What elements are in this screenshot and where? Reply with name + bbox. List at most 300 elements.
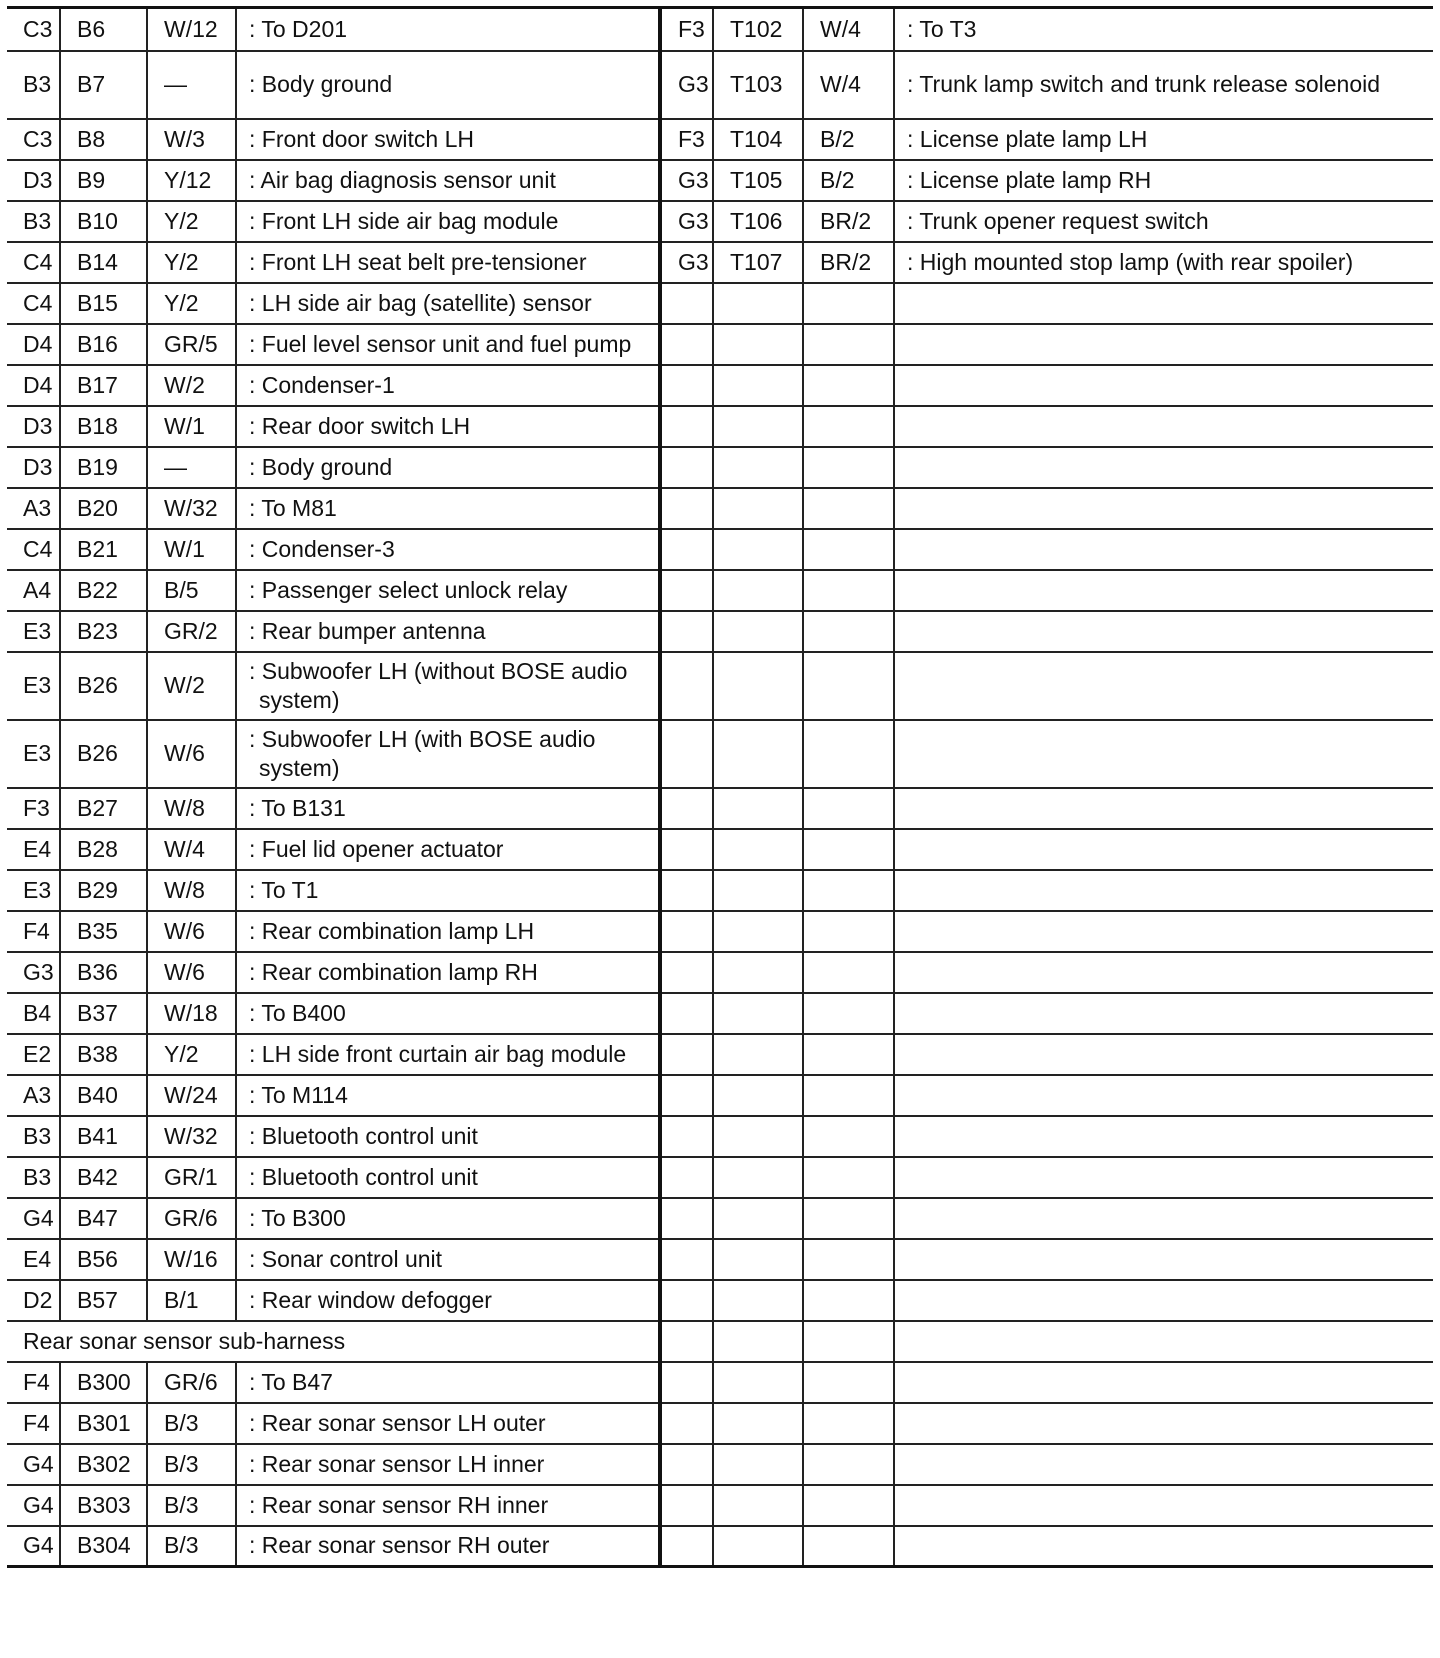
empty-cell	[660, 1198, 713, 1239]
empty-cell	[660, 488, 713, 529]
table-row	[7, 1280, 1433, 1321]
left-connector-number-cell	[60, 365, 147, 406]
left-desc-text: : Passenger select unlock relay	[249, 576, 568, 603]
left-description-cell	[236, 952, 660, 993]
left-description-cell	[236, 1239, 660, 1280]
left-wire-color-cell	[147, 406, 236, 447]
empty-cell	[713, 1075, 803, 1116]
left-description-cell	[236, 993, 660, 1034]
left-connector-number-cell	[60, 1444, 147, 1485]
left-wire-color-cell	[147, 1362, 236, 1403]
empty-cell	[713, 1444, 803, 1485]
table-row	[7, 1075, 1433, 1116]
left-color-text: W/24	[164, 1081, 218, 1108]
empty-cell	[894, 1198, 1433, 1239]
left-color-text: B/3	[164, 1532, 199, 1559]
left-grid-ref-cell	[7, 201, 60, 242]
left-description-cell	[236, 1526, 660, 1567]
empty-cell	[894, 1444, 1433, 1485]
right-grid-text: G3	[678, 248, 709, 275]
left-grid-text: G4	[23, 1491, 54, 1518]
empty-cell	[713, 652, 803, 720]
left-desc-text: : Sonar control unit	[249, 1245, 443, 1272]
empty-cell	[660, 911, 713, 952]
left-conn-text: B6	[77, 15, 106, 42]
left-description-cell	[236, 324, 660, 365]
right-conn-text: T103	[730, 71, 783, 97]
empty-cell	[713, 529, 803, 570]
table-row	[7, 1116, 1433, 1157]
left-wire-color-cell	[147, 201, 236, 242]
table-row	[7, 242, 1433, 283]
left-grid-text: D2	[23, 1286, 53, 1313]
left-description-cell	[236, 160, 660, 201]
left-wire-color-cell	[147, 829, 236, 870]
empty-cell	[803, 1034, 894, 1075]
left-conn-text: B57	[77, 1286, 118, 1313]
right-description-cell	[894, 119, 1433, 160]
left-desc-text: : Air bag diagnosis sensor unit	[249, 166, 556, 193]
left-grid-text: G4	[23, 1532, 54, 1559]
left-connector-number-cell	[60, 51, 147, 119]
right-connector-number-cell	[713, 119, 803, 160]
left-grid-ref-cell	[7, 952, 60, 993]
left-grid-ref-cell	[7, 1075, 60, 1116]
left-color-text: GR/1	[164, 1163, 218, 1190]
left-description-cell	[236, 870, 660, 911]
left-desc-text: : Bluetooth control unit	[249, 1163, 478, 1190]
empty-cell	[713, 911, 803, 952]
empty-cell	[803, 993, 894, 1034]
left-connector-number-cell	[60, 406, 147, 447]
left-connector-number-cell	[60, 201, 147, 242]
left-desc-text: : Front LH side air bag module	[249, 207, 559, 234]
empty-cell	[803, 829, 894, 870]
left-color-text: Y/2	[164, 289, 199, 316]
left-conn-text: B22	[77, 576, 118, 603]
left-wire-color-cell	[147, 1034, 236, 1075]
left-grid-text: B4	[23, 999, 52, 1026]
section-title: Rear sonar sensor sub-harness	[7, 1321, 660, 1362]
table-row	[7, 1485, 1433, 1526]
left-conn-text: B19	[77, 453, 118, 480]
left-desc-text: : Condenser-3	[249, 535, 395, 562]
table-row	[7, 788, 1433, 829]
left-connector-number-cell	[60, 283, 147, 324]
left-grid-ref-cell	[7, 1116, 60, 1157]
left-grid-ref-cell	[7, 1526, 60, 1567]
left-conn-text: B15	[77, 289, 118, 316]
left-wire-color-cell	[147, 1075, 236, 1116]
empty-cell	[894, 1075, 1433, 1116]
left-description-cell	[236, 1075, 660, 1116]
empty-cell	[894, 488, 1433, 529]
table-row	[7, 365, 1433, 406]
empty-cell	[803, 1362, 894, 1403]
table-row	[7, 119, 1433, 160]
empty-cell	[894, 652, 1433, 720]
left-wire-color-cell	[147, 652, 236, 720]
left-grid-text: F4	[23, 917, 50, 944]
empty-cell	[803, 1198, 894, 1239]
left-description-cell	[236, 1280, 660, 1321]
table-row	[7, 529, 1433, 570]
left-desc-text: : To D201	[249, 15, 348, 42]
empty-cell	[713, 1403, 803, 1444]
left-desc-text: : To B131	[249, 794, 346, 821]
empty-cell	[660, 447, 713, 488]
left-grid-ref-cell	[7, 242, 60, 283]
left-grid-text: G4	[23, 1204, 54, 1231]
left-grid-text: E4	[23, 835, 52, 862]
empty-cell	[894, 1321, 1433, 1362]
empty-cell	[713, 488, 803, 529]
left-grid-ref-cell	[7, 1403, 60, 1444]
empty-cell	[713, 1034, 803, 1075]
empty-cell	[713, 1198, 803, 1239]
left-grid-ref-cell	[7, 447, 60, 488]
left-description-cell	[236, 447, 660, 488]
empty-cell	[803, 1239, 894, 1280]
left-conn-text: B300	[77, 1368, 131, 1395]
left-wire-color-cell	[147, 119, 236, 160]
table-row	[7, 1526, 1433, 1567]
left-desc-text: : Rear window defogger	[249, 1286, 492, 1313]
table-row	[7, 447, 1433, 488]
empty-cell	[713, 1157, 803, 1198]
left-description-cell	[236, 1116, 660, 1157]
left-wire-color-cell	[147, 1116, 236, 1157]
left-conn-text: B28	[77, 835, 118, 862]
left-description-cell	[236, 1198, 660, 1239]
left-connector-number-cell	[60, 1034, 147, 1075]
table-row	[7, 1198, 1433, 1239]
empty-cell	[894, 529, 1433, 570]
left-grid-ref-cell	[7, 911, 60, 952]
right-color-text: W/4	[820, 15, 861, 42]
left-conn-text: B301	[77, 1409, 131, 1436]
right-grid-text: F3	[678, 125, 705, 152]
empty-cell	[660, 829, 713, 870]
left-conn-text: B304	[77, 1532, 131, 1559]
connector-table	[7, 6, 1433, 1568]
table-row	[7, 720, 1433, 788]
right-desc-text: : Trunk opener request switch	[907, 207, 1209, 234]
left-grid-ref-cell	[7, 365, 60, 406]
left-connector-number-cell	[60, 324, 147, 365]
empty-cell	[713, 324, 803, 365]
left-connector-number-cell	[60, 611, 147, 652]
left-wire-color-cell	[147, 324, 236, 365]
left-connector-number-cell	[60, 529, 147, 570]
left-connector-number-cell	[60, 952, 147, 993]
empty-cell	[660, 1157, 713, 1198]
table-row	[7, 8, 1433, 51]
left-grid-ref-cell	[7, 1444, 60, 1485]
left-description-cell	[236, 788, 660, 829]
empty-cell	[713, 611, 803, 652]
left-grid-ref-cell	[7, 1034, 60, 1075]
left-grid-text: B3	[23, 207, 52, 234]
left-conn-text: B27	[77, 794, 118, 821]
left-grid-ref-cell	[7, 611, 60, 652]
empty-cell	[803, 324, 894, 365]
left-color-text: —	[164, 71, 187, 97]
left-grid-text: F4	[23, 1409, 50, 1436]
left-connector-number-cell	[60, 242, 147, 283]
left-desc-text: : Front LH seat belt pre-tensioner	[249, 248, 587, 275]
left-conn-text: B38	[77, 1040, 118, 1067]
empty-cell	[803, 1075, 894, 1116]
left-grid-ref-cell	[7, 406, 60, 447]
left-grid-ref-cell	[7, 283, 60, 324]
empty-cell	[713, 1362, 803, 1403]
empty-cell	[894, 952, 1433, 993]
left-grid-text: G4	[23, 1450, 54, 1477]
left-grid-text: A3	[23, 494, 52, 521]
right-description-cell	[894, 8, 1433, 51]
left-grid-ref-cell	[7, 1485, 60, 1526]
left-color-text: W/32	[164, 1122, 218, 1149]
left-color-text: W/6	[164, 917, 205, 944]
left-grid-ref-cell	[7, 720, 60, 788]
left-color-text: W/32	[164, 494, 218, 521]
empty-cell	[894, 1239, 1433, 1280]
empty-cell	[894, 324, 1433, 365]
table-row	[7, 488, 1433, 529]
left-desc-text: : Fuel lid opener actuator	[249, 835, 504, 862]
table-row	[7, 1239, 1433, 1280]
left-connector-number-cell	[60, 829, 147, 870]
right-wire-color-cell	[803, 201, 894, 242]
left-grid-text: A4	[23, 576, 52, 603]
left-grid-text: F4	[23, 1368, 50, 1395]
right-wire-color-cell	[803, 160, 894, 201]
left-grid-ref-cell	[7, 119, 60, 160]
left-connector-number-cell	[60, 788, 147, 829]
left-grid-text: C3	[23, 15, 53, 42]
table-row	[7, 201, 1433, 242]
empty-cell	[713, 1280, 803, 1321]
empty-cell	[803, 611, 894, 652]
right-grid-text: G3	[678, 207, 709, 234]
empty-cell	[660, 1444, 713, 1485]
empty-cell	[713, 993, 803, 1034]
harness-connector-table-sheet	[7, 6, 1433, 1568]
left-connector-number-cell	[60, 870, 147, 911]
left-description-cell	[236, 570, 660, 611]
empty-cell	[713, 788, 803, 829]
left-grid-text: B3	[23, 1122, 52, 1149]
table-row	[7, 1403, 1433, 1444]
left-conn-text: B16	[77, 330, 118, 357]
empty-cell	[803, 570, 894, 611]
table-row	[7, 993, 1433, 1034]
left-wire-color-cell	[147, 1157, 236, 1198]
left-connector-number-cell	[60, 652, 147, 720]
right-conn-text: T107	[730, 248, 783, 275]
left-grid-ref-cell	[7, 8, 60, 51]
left-desc-text: : Rear sonar sensor LH outer	[249, 1409, 546, 1436]
left-connector-number-cell	[60, 1198, 147, 1239]
left-color-text: W/8	[164, 794, 205, 821]
empty-cell	[894, 1116, 1433, 1157]
left-conn-text: B23	[77, 617, 118, 644]
table-row	[7, 570, 1433, 611]
left-connector-number-cell	[60, 1280, 147, 1321]
left-description-cell	[236, 911, 660, 952]
empty-cell	[713, 1239, 803, 1280]
left-description-cell	[236, 365, 660, 406]
empty-cell	[660, 1280, 713, 1321]
right-grid-text: G3	[678, 71, 709, 97]
empty-cell	[894, 1485, 1433, 1526]
left-desc-text: : To M81	[249, 494, 337, 521]
right-grid-ref-cell	[660, 201, 713, 242]
left-grid-text: D3	[23, 453, 53, 480]
left-grid-ref-cell	[7, 1239, 60, 1280]
left-color-text: W/1	[164, 412, 205, 439]
left-connector-number-cell	[60, 720, 147, 788]
empty-cell	[894, 993, 1433, 1034]
left-grid-text: C3	[23, 125, 53, 152]
empty-cell	[660, 1321, 713, 1362]
left-grid-text: C4	[23, 289, 53, 316]
left-desc-text: : Rear bumper antenna	[249, 617, 486, 644]
empty-cell	[894, 1362, 1433, 1403]
left-color-text: W/4	[164, 835, 205, 862]
table-row	[7, 611, 1433, 652]
left-wire-color-cell	[147, 8, 236, 51]
left-grid-text: G3	[23, 958, 54, 985]
left-desc-text: : Fuel level sensor unit and fuel pump	[249, 330, 632, 357]
connector-table-body	[7, 8, 1433, 1567]
empty-cell	[803, 870, 894, 911]
left-conn-text: B36	[77, 958, 118, 985]
left-conn-text: B21	[77, 535, 118, 562]
left-grid-text: B3	[23, 71, 52, 97]
empty-cell	[803, 1280, 894, 1321]
empty-cell	[713, 570, 803, 611]
left-color-text: W/18	[164, 999, 218, 1026]
left-conn-text: B302	[77, 1450, 131, 1477]
empty-cell	[713, 1116, 803, 1157]
left-description-cell	[236, 1157, 660, 1198]
left-grid-text: D3	[23, 166, 53, 193]
right-color-text: BR/2	[820, 207, 872, 234]
left-conn-text: B20	[77, 494, 118, 521]
right-color-text: W/4	[820, 71, 861, 97]
left-connector-number-cell	[60, 160, 147, 201]
empty-cell	[660, 1075, 713, 1116]
left-wire-color-cell	[147, 1444, 236, 1485]
table-row	[7, 1157, 1433, 1198]
left-grid-ref-cell	[7, 51, 60, 119]
section-row	[7, 1321, 1433, 1362]
left-grid-text: E3	[23, 740, 52, 766]
left-conn-text: B26	[77, 740, 118, 766]
left-conn-text: B47	[77, 1204, 118, 1231]
empty-cell	[713, 952, 803, 993]
left-desc-text: : Rear combination lamp LH	[249, 917, 535, 944]
left-color-text: W/1	[164, 535, 205, 562]
left-wire-color-cell	[147, 365, 236, 406]
left-wire-color-cell	[147, 488, 236, 529]
empty-cell	[713, 365, 803, 406]
left-grid-ref-cell	[7, 488, 60, 529]
empty-cell	[660, 1034, 713, 1075]
left-description-cell	[236, 829, 660, 870]
left-grid-ref-cell	[7, 829, 60, 870]
left-color-text: W/6	[164, 958, 205, 985]
left-description-cell	[236, 201, 660, 242]
left-grid-ref-cell	[7, 324, 60, 365]
left-desc-text: : To T1	[249, 876, 319, 903]
left-connector-number-cell	[60, 1526, 147, 1567]
right-connector-number-cell	[713, 8, 803, 51]
left-conn-text: B40	[77, 1081, 118, 1108]
right-grid-ref-cell	[660, 160, 713, 201]
right-conn-text: T102	[730, 15, 783, 42]
right-desc-text: : License plate lamp RH	[907, 166, 1152, 193]
left-color-text: B/3	[164, 1491, 199, 1518]
left-wire-color-cell	[147, 283, 236, 324]
empty-cell	[660, 870, 713, 911]
left-color-text: W/2	[164, 371, 205, 398]
left-desc-text: : Condenser-1	[249, 371, 395, 398]
left-conn-text: B17	[77, 371, 118, 398]
table-row	[7, 324, 1433, 365]
left-color-text: W/16	[164, 1245, 218, 1272]
left-wire-color-cell	[147, 788, 236, 829]
empty-cell	[660, 570, 713, 611]
left-wire-color-cell	[147, 1280, 236, 1321]
left-color-text: —	[164, 453, 187, 480]
empty-cell	[660, 1239, 713, 1280]
right-wire-color-cell	[803, 119, 894, 160]
empty-cell	[894, 829, 1433, 870]
left-description-cell	[236, 611, 660, 652]
empty-cell	[660, 720, 713, 788]
left-grid-text: C4	[23, 535, 53, 562]
left-description-cell	[236, 1362, 660, 1403]
left-connector-number-cell	[60, 488, 147, 529]
empty-cell	[803, 365, 894, 406]
left-conn-text: B35	[77, 917, 118, 944]
right-conn-text: T105	[730, 166, 783, 193]
empty-cell	[660, 1116, 713, 1157]
left-grid-ref-cell	[7, 1198, 60, 1239]
empty-cell	[803, 952, 894, 993]
left-grid-text: A3	[23, 1081, 52, 1108]
left-wire-color-cell	[147, 911, 236, 952]
empty-cell	[713, 829, 803, 870]
empty-cell	[660, 611, 713, 652]
empty-cell	[803, 1444, 894, 1485]
left-description-cell	[236, 529, 660, 570]
table-row	[7, 911, 1433, 952]
left-wire-color-cell	[147, 993, 236, 1034]
right-wire-color-cell	[803, 8, 894, 51]
right-grid-ref-cell	[660, 119, 713, 160]
left-color-text: GR/2	[164, 617, 218, 644]
left-connector-number-cell	[60, 447, 147, 488]
left-grid-ref-cell	[7, 870, 60, 911]
right-grid-ref-cell	[660, 242, 713, 283]
left-connector-number-cell	[60, 1075, 147, 1116]
left-desc-text: : Front door switch LH	[249, 125, 474, 152]
right-description-cell	[894, 160, 1433, 201]
